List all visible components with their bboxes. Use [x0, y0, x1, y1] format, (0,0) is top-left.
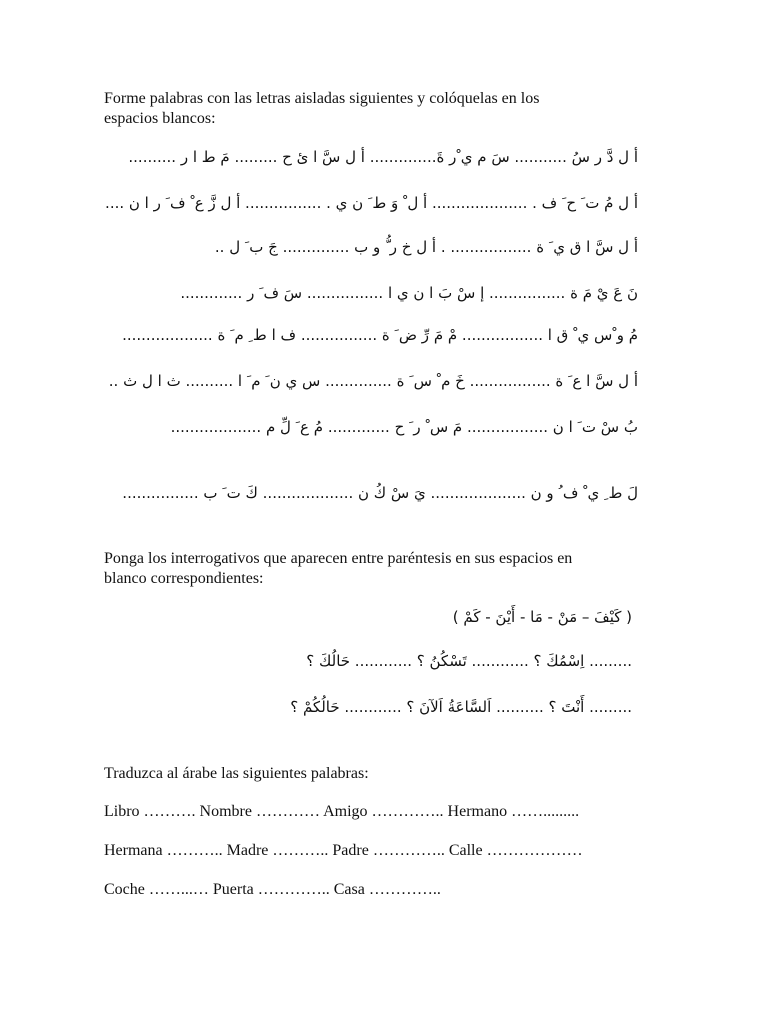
- interrogative-sentence-1: ......... اِسْمُكَ ؟ ............ تَسْكُنُ ؟ ............ حَالُكَ ؟: [306, 652, 632, 670]
- arabic-letters-row-4: نَ عَ يْ مَ ة ................ إ سْ بَ ا ن ي ا ................ سَ ف َ ر .............: [180, 284, 638, 302]
- arabic-letters-row-2: أ ل مُ ت َ ح َ ف . .................... أ ل ْ وَ ط َ ن ي . ................ أ ل زَّ ع ْ ف َ ر ا ن ....: [105, 194, 638, 212]
- interrogatives-list: ( كَيْفَ – مَنْ - مَا - أَيْنَ - كَمْ ): [452, 608, 632, 626]
- arabic-letters-row-6: أ ل سَّ ا ع َ ة ................. خَ م ْ س َ ة .............. س ي ن َ م َ ا .......... ث ا ل ث ..: [108, 372, 638, 390]
- translation-line-1: Libro ………. Nombre ………… Amigo ………….. Hermano …….........: [104, 803, 580, 820]
- interrogative-sentence-2: ......... أَنْتَ ؟ .......... اَلسَّاعَةُ اَلآنَ ؟ ............ حَالُكُمْ ؟: [290, 698, 632, 716]
- arabic-letters-row-8: لَ ط ِ ي ْ ف ُ و ن .................... يَ سْ كُ ن ................... كَ ت َ ب ................: [122, 484, 638, 502]
- section1-instruction-line1: Forme palabras con las letras aisladas siguientes y colóquelas en los: [104, 90, 540, 107]
- section1-instruction-line2: espacios blancos:: [104, 110, 216, 127]
- arabic-letters-row-1: أ ل دَّ ر سُ ........... سَ م ي ْر ةَ.............. أ ل سَّ ا ئ ح ......... مَ ط ا ر ..........: [128, 148, 638, 166]
- section2-instruction-line2: blanco correspondientes:: [104, 570, 264, 587]
- translation-line-2: Hermana ……….. Madre ……….. Padre ………….. Calle ………………: [104, 842, 583, 859]
- arabic-letters-row-5: مُ و ْس ي ْ ق ا ................. مْ مَ رِّ ض َ ة ................ ف ا ط ِ م َ ة ...................: [122, 326, 638, 344]
- section2-instruction-line1: Ponga los interrogativos que aparecen entre paréntesis en sus espacios en: [104, 550, 573, 567]
- arabic-letters-row-7: بُ سْ ت َ ا ن ................. مَ س ْ ر َ ح ............. مُ ع َ لِّ م ...................: [170, 418, 638, 436]
- translation-line-3: Coche ……...… Puerta ………….. Casa …………..: [104, 881, 441, 898]
- section3-instruction: Traduzca al árabe las siguientes palabras:: [104, 765, 369, 782]
- arabic-letters-row-3: أ ل سَّ ا ق ي َ ة ................. . أ ل خ ر ُّ و ب .............. جَ ب َ ل ..: [214, 238, 638, 256]
